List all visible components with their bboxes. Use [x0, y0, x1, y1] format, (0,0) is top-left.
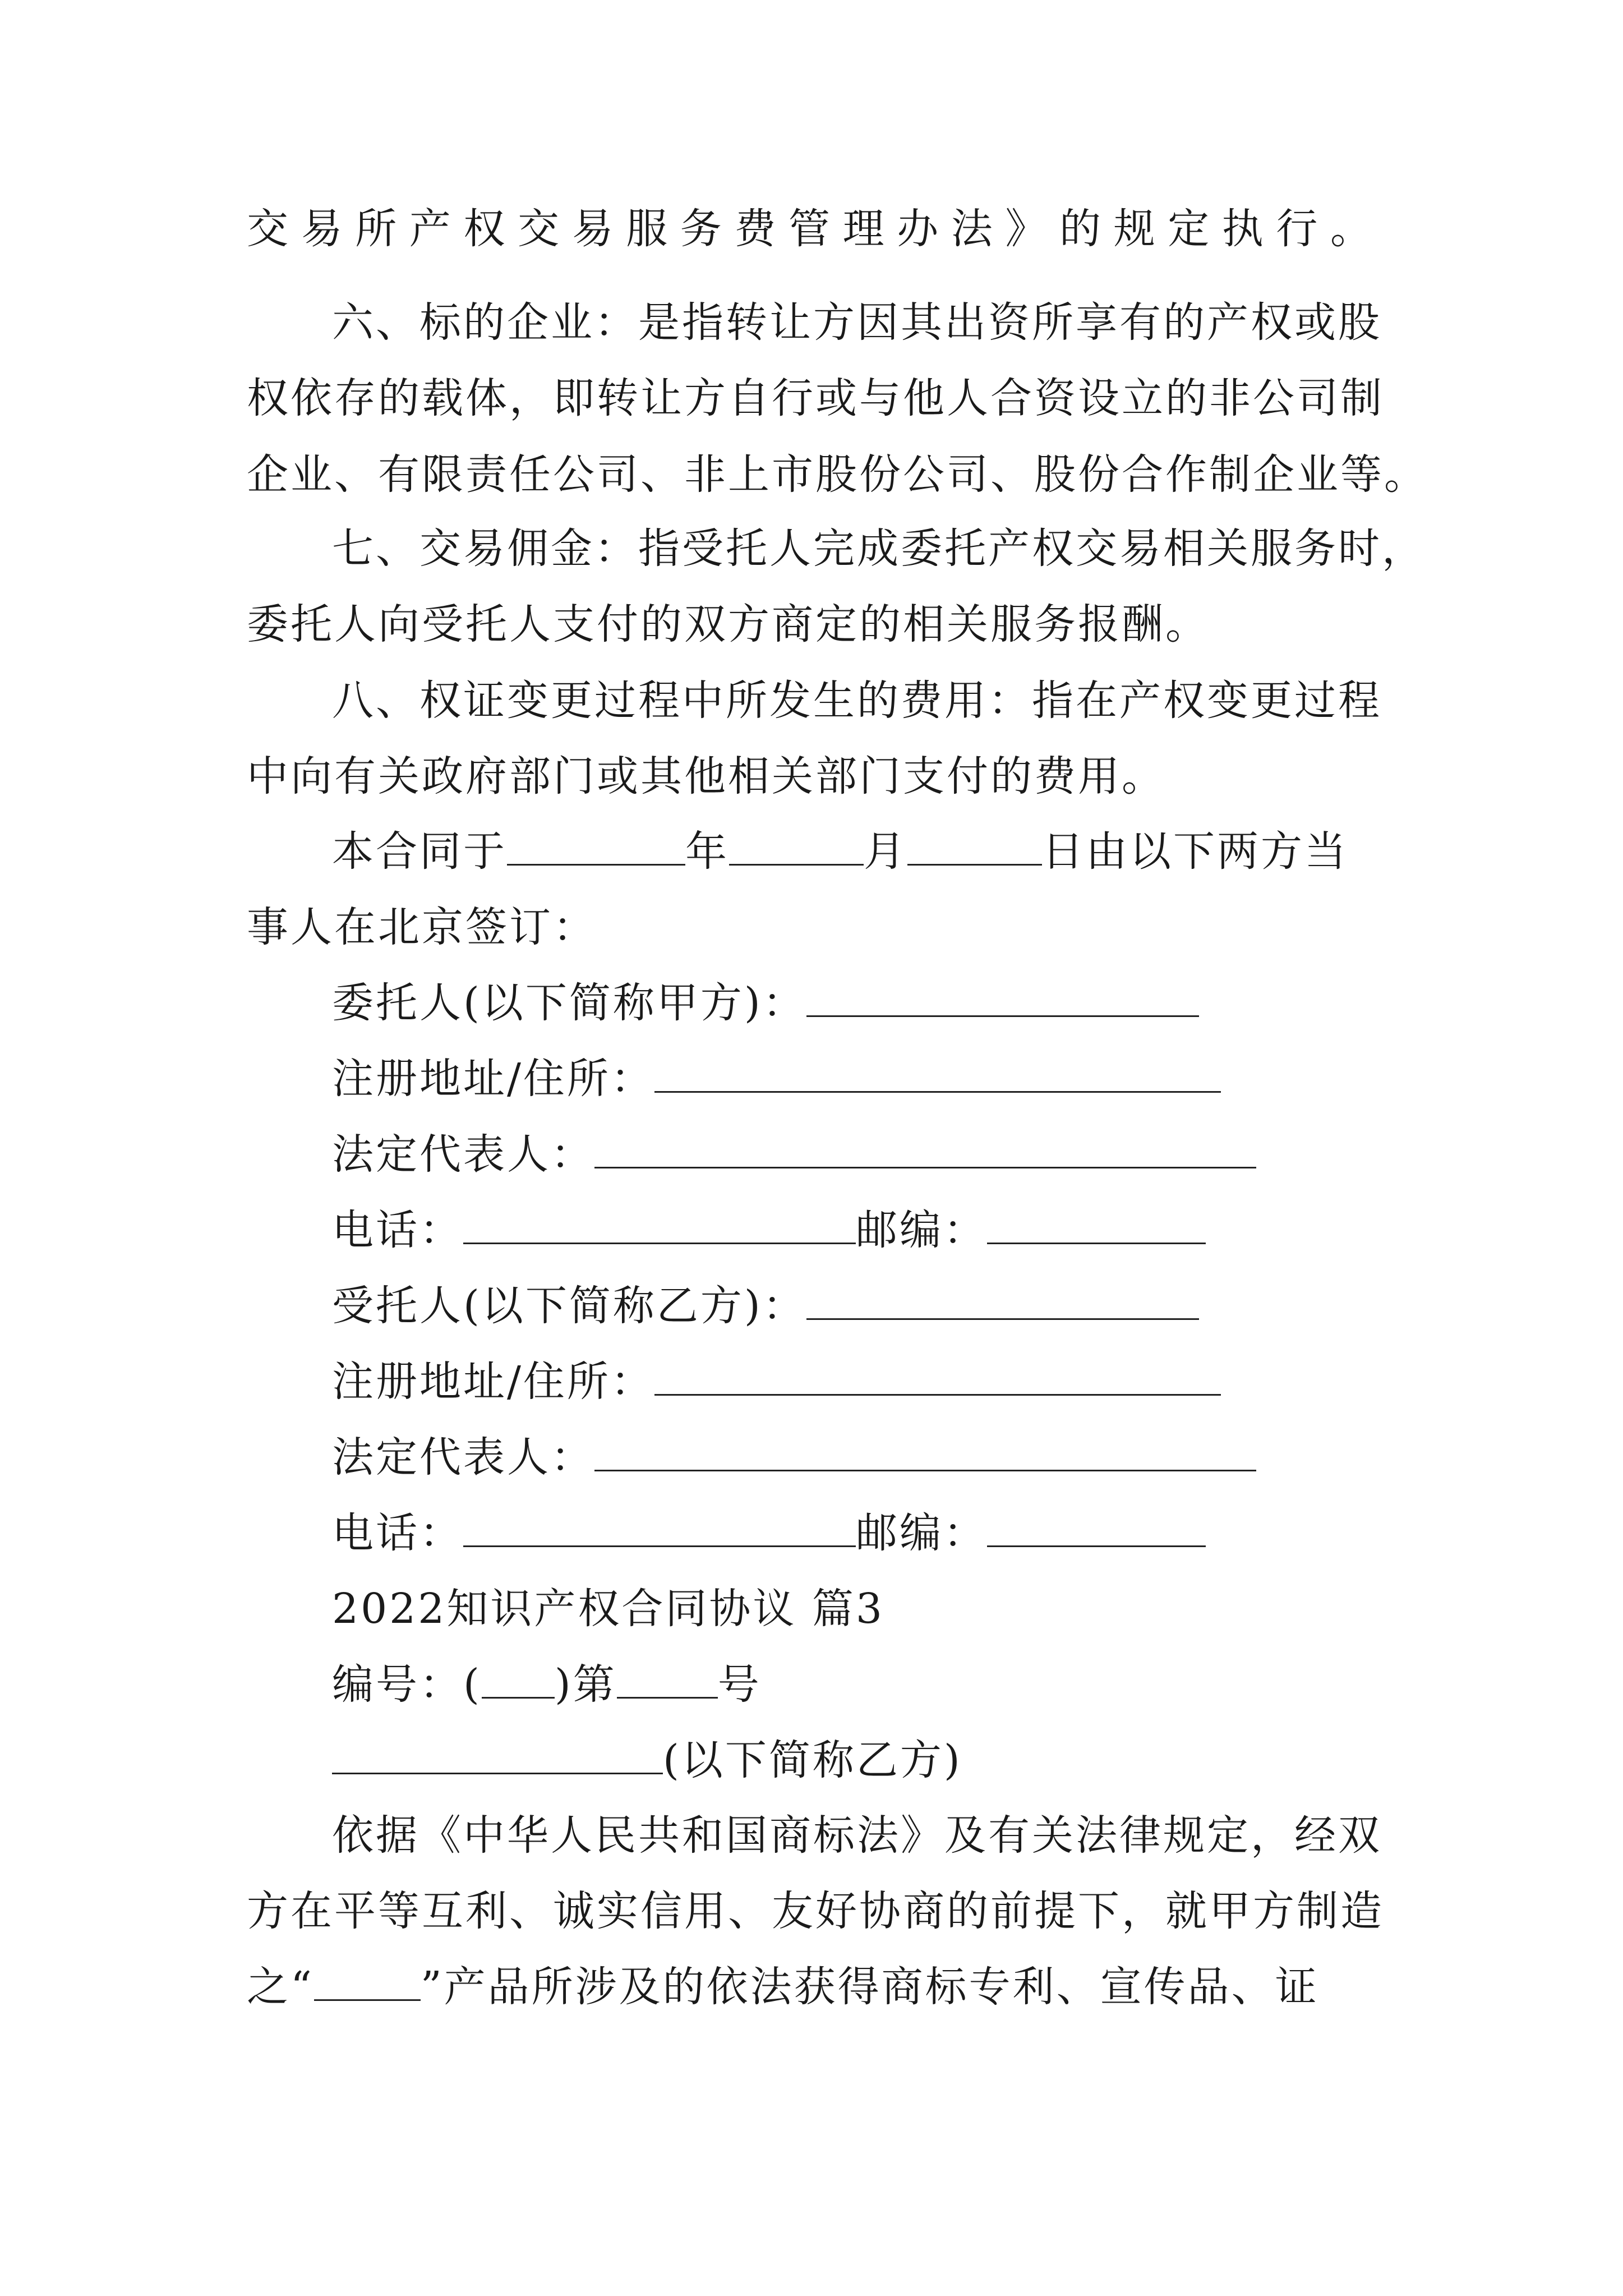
- party-b-short-blank[interactable]: [332, 1733, 663, 1774]
- contract-number-row: [332, 1657, 762, 1713]
- text-line-4: 企业、有限责任公司、非上市股份公司、股份合作制企业等。: [247, 450, 1428, 499]
- product-name-blank[interactable]: [314, 1960, 421, 2001]
- number-year-blank[interactable]: [482, 1658, 555, 1699]
- party-a-phone-label: 电话：: [332, 1206, 463, 1254]
- text-line-3: 权依存的载体，即转让方自行或与他人合资设立的非公司制: [247, 374, 1384, 422]
- party-b-label: 受托人(以下简称乙方)：: [332, 1282, 806, 1330]
- party-b-short-label: (以下简称乙方): [663, 1736, 962, 1784]
- product-quote-open: 之“: [247, 1963, 314, 2011]
- party-a-representative-blank[interactable]: [594, 1128, 1256, 1168]
- party-b-representative-label: 法定代表人：: [332, 1433, 594, 1481]
- party-a-representative-label: 法定代表人：: [332, 1130, 594, 1179]
- party-b-contact-row: [332, 1505, 1206, 1561]
- party-b-name-blank[interactable]: [806, 1279, 1199, 1320]
- text-line-24: [247, 1959, 1319, 2015]
- party-a-phone-blank[interactable]: [463, 1203, 856, 1244]
- party-b-address-row: [332, 1354, 1221, 1410]
- number-suffix-label: 号: [717, 1660, 762, 1709]
- text-line-5: 七、交易佣金：指受托人完成委托产权交易相关服务时，: [332, 524, 1426, 573]
- party-b-postcode-blank[interactable]: [987, 1506, 1206, 1547]
- party-b-phone-blank[interactable]: [463, 1506, 856, 1547]
- year-blank[interactable]: [507, 825, 685, 866]
- number-mid-label: )第: [554, 1660, 617, 1709]
- party-a-address-label: 注册地址/住所：: [332, 1055, 654, 1103]
- party-a-address-blank[interactable]: [654, 1052, 1221, 1093]
- party-a-postcode-label: 邮编：: [856, 1206, 987, 1254]
- text-line-10: 事人在北京签订：: [247, 903, 597, 951]
- section-heading: 2022知识产权合同协议 篇3: [332, 1585, 884, 1633]
- contract-date-line: [332, 823, 1348, 880]
- party-a-representative-row: [332, 1126, 1256, 1182]
- party-a-label: 委托人(以下简称甲方)：: [332, 979, 806, 1027]
- year-label: 年: [685, 827, 729, 876]
- text-line-22: 依据《中华人民共和国商标法》及有关法律规定，经双: [332, 1811, 1382, 1860]
- text-line-8: 中向有关政府部门或其他相关部门支付的费用。: [247, 752, 1165, 800]
- day-blank[interactable]: [907, 825, 1042, 866]
- number-label: 编号：(: [332, 1660, 482, 1709]
- text-line-2: 六、标的企业：是指转让方因其出资所享有的产权或股: [332, 298, 1382, 347]
- month-label: 月: [864, 827, 907, 876]
- text-line-7: 八、权证变更过程中所发生的费用：指在产权变更过程: [332, 677, 1382, 725]
- date-label-prefix: 本合同于: [332, 827, 507, 876]
- party-a-contact-row: [332, 1202, 1206, 1258]
- party-b-short-row: [332, 1732, 962, 1788]
- party-b-phone-label: 电话：: [332, 1509, 463, 1557]
- text-line-1: 交易所产权交易服务费管理办法》的规定执行。: [247, 205, 1374, 253]
- party-a-name-row: [332, 975, 1199, 1031]
- party-b-postcode-label: 邮编：: [856, 1509, 987, 1557]
- party-a-postcode-blank[interactable]: [987, 1203, 1206, 1244]
- party-b-representative-blank[interactable]: [594, 1430, 1256, 1471]
- text-line-23: 方在平等互利、诚实信用、友好协商的前提下，就甲方制造: [247, 1887, 1384, 1935]
- text-line-6: 委托人向受托人支付的双方商定的相关服务报酬。: [247, 600, 1209, 648]
- party-b-name-row: [332, 1278, 1199, 1334]
- date-label-suffix: 日由以下两方当: [1042, 827, 1348, 876]
- party-b-address-label: 注册地址/住所：: [332, 1358, 654, 1406]
- month-blank[interactable]: [729, 825, 864, 866]
- product-quote-rest: ”产品所涉及的依法获得商标专利、宣传品、证: [420, 1963, 1319, 2011]
- party-a-name-blank[interactable]: [806, 976, 1199, 1017]
- party-b-address-blank[interactable]: [654, 1355, 1221, 1396]
- party-a-address-row: [332, 1051, 1221, 1107]
- party-b-representative-row: [332, 1429, 1256, 1485]
- number-seq-blank[interactable]: [617, 1658, 718, 1699]
